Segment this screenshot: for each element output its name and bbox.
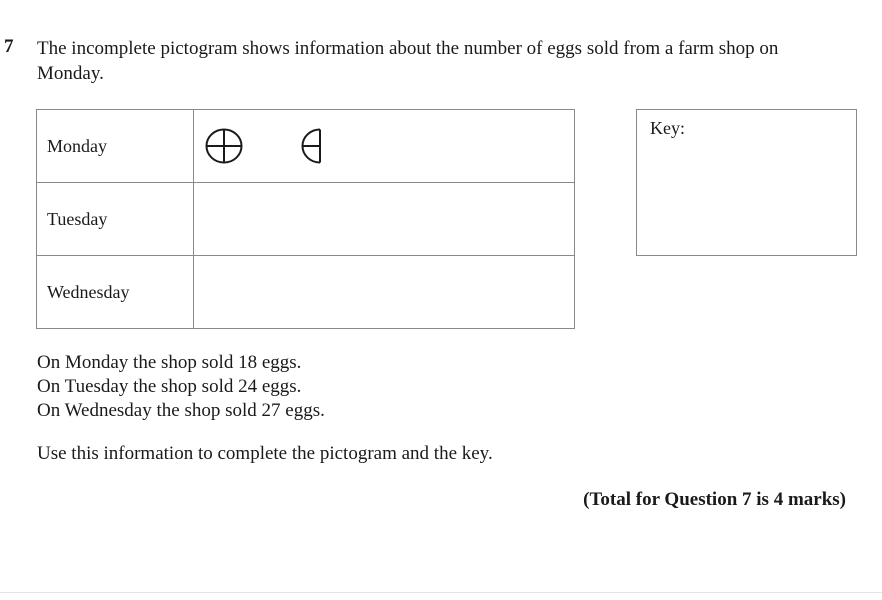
pictogram-table — [36, 109, 575, 329]
symbols-cell-tuesday[interactable] — [194, 183, 575, 256]
key-label: Key: — [650, 118, 685, 138]
question-number: 7 — [4, 36, 14, 57]
pictogram-row-wednesday — [37, 256, 575, 329]
day-label-wednesday: Wednesday — [37, 256, 194, 329]
day-label-monday: Monday — [37, 110, 194, 183]
total-marks: (Total for Question 7 is 4 marks) — [583, 489, 846, 510]
page-divider — [0, 592, 882, 593]
day-label-tuesday: Tuesday — [37, 183, 194, 256]
info-line-wednesday: On Wednesday the shop sold 27 eggs. — [37, 400, 325, 421]
instruction-text: Use this information to complete the pictogram and the key. — [37, 443, 493, 464]
three-quarter-circle-symbol-icon — [300, 127, 340, 165]
sales-info — [37, 351, 325, 423]
pictogram-row-tuesday — [37, 183, 575, 256]
info-line-tuesday: On Tuesday the shop sold 24 eggs. — [37, 376, 302, 397]
info-line-monday: On Monday the shop sold 18 eggs. — [37, 352, 302, 373]
key-box[interactable] — [636, 109, 857, 256]
pictogram-row-monday — [37, 110, 575, 183]
question-text: The incomplete pictogram shows information about the number of eggs sold from a farm shop on Monday. — [37, 38, 779, 84]
symbols-cell-wednesday[interactable] — [194, 256, 575, 329]
full-circle-symbol-icon — [204, 127, 244, 165]
symbols-cell-monday[interactable] — [194, 110, 575, 183]
